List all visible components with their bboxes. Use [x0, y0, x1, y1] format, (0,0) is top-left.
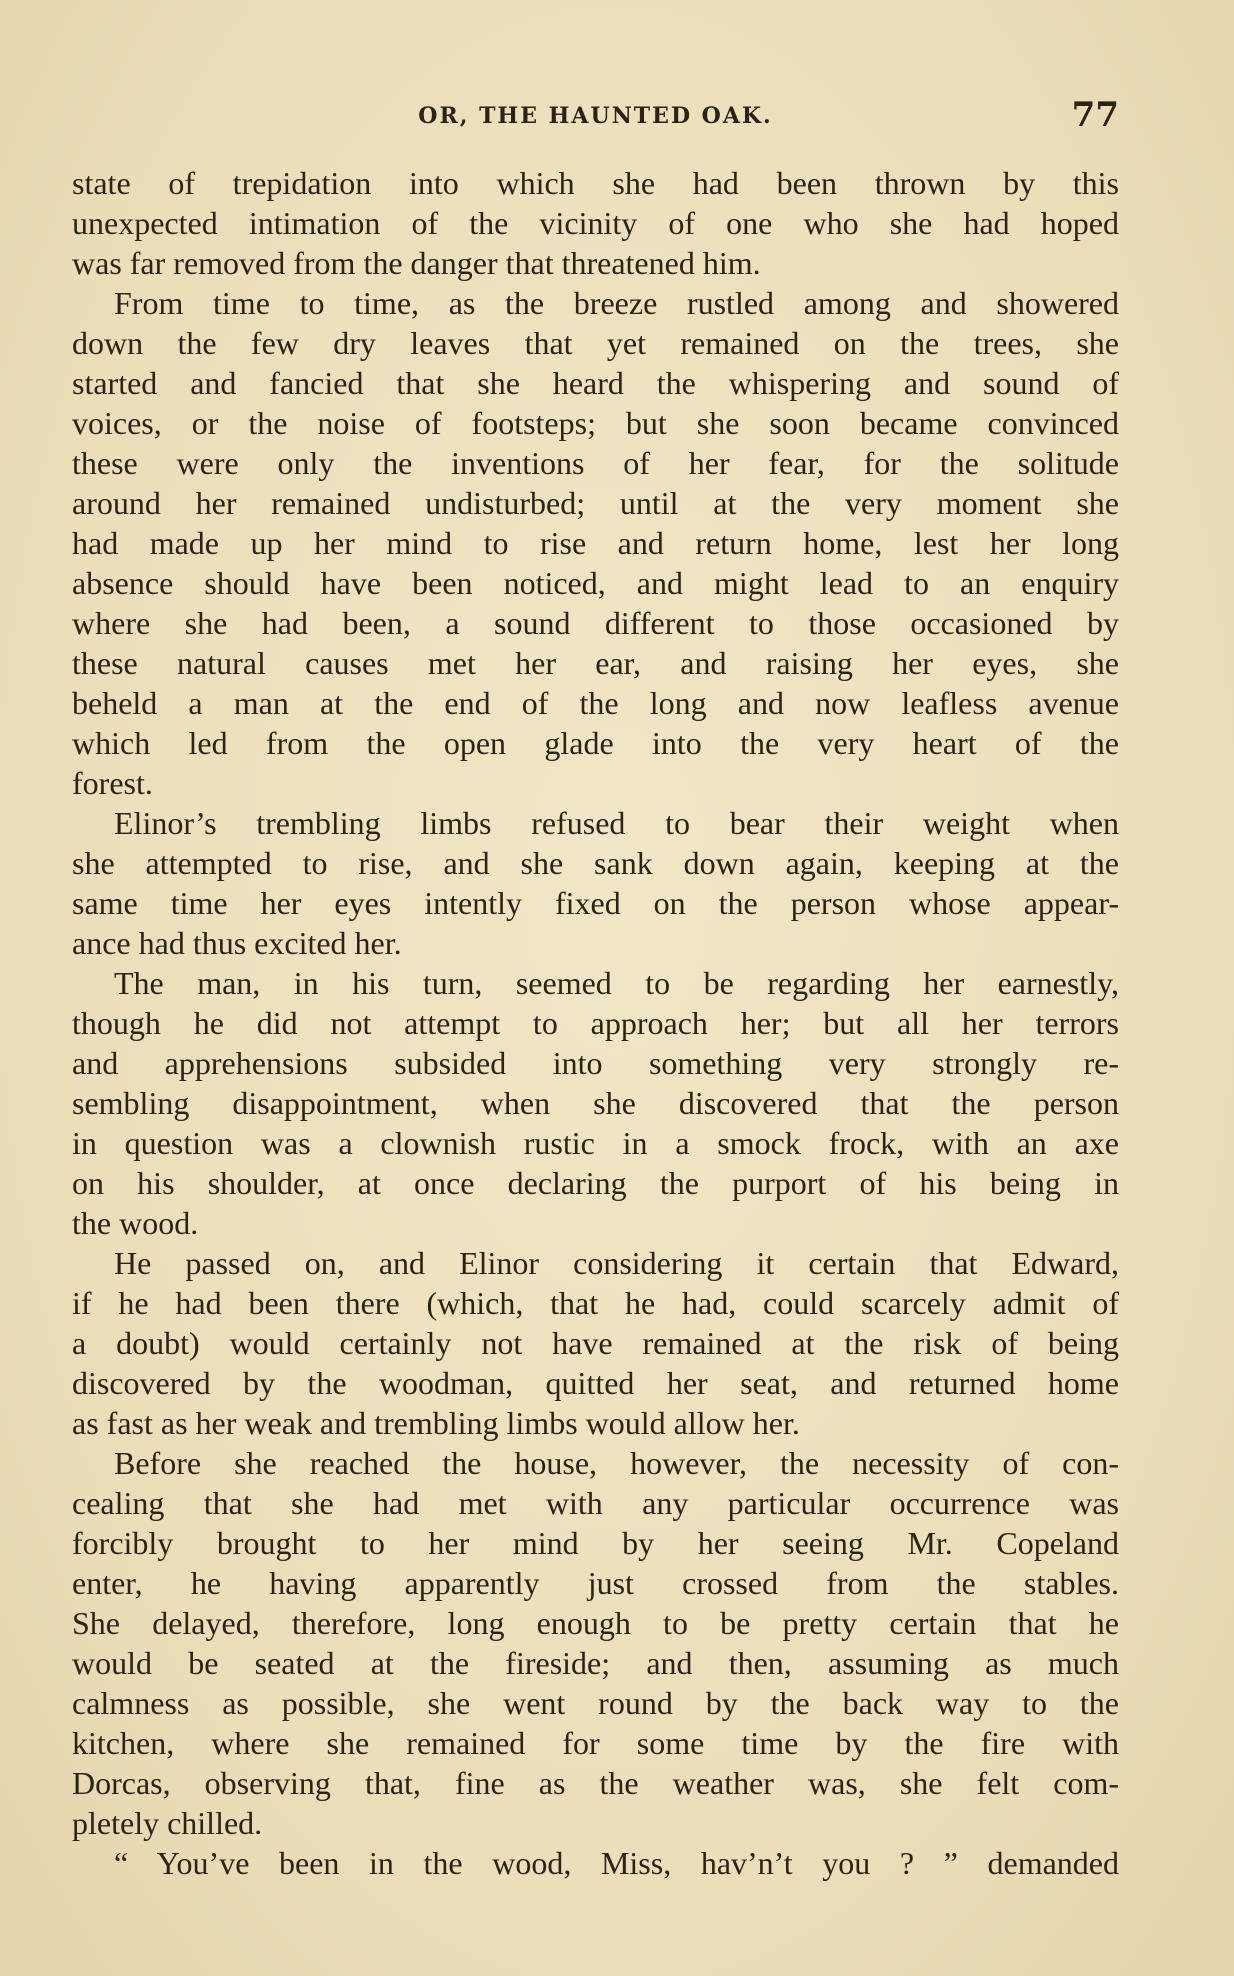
text-line: if he had been there (which, that he had, could scarcely admit of [72, 1285, 1119, 1321]
text-line: “ You’ve been in the wood, Miss, hav’n’t you ? ” demanded [114, 1845, 1119, 1881]
text-line: state of trepidation into which she had been thrown by this [72, 165, 1119, 201]
text-line: ance had thus excited her. [72, 925, 402, 961]
text-line: though he did not attempt to approach her; but all her terrors [72, 1005, 1119, 1041]
text-line: Elinor’s trembling limbs refused to bear their weight when [114, 805, 1119, 841]
text-line: in question was a clownish rustic in a smock frock, with an axe [72, 1125, 1119, 1161]
text-line: unexpected intimation of the vicinity of one who she had hoped [72, 205, 1119, 241]
text-line: which led from the open glade into the very heart of the [72, 725, 1119, 761]
text-line: around her remained undisturbed; until at the very moment she [72, 485, 1119, 521]
running-title: OR, THE HAUNTED OAK. [418, 103, 773, 129]
text-line: forcibly brought to her mind by her seeing Mr. Copeland [72, 1525, 1119, 1561]
text-line: She delayed, therefore, long enough to be pretty certain that he [72, 1605, 1119, 1641]
text-line: absence should have been noticed, and might lead to an enquiry [72, 565, 1119, 601]
text-line: and apprehensions subsided into something very strongly re- [72, 1045, 1119, 1081]
text-line: was far removed from the danger that threatened him. [72, 245, 761, 281]
text-line: she attempted to rise, and she sank down again, keeping at the [72, 845, 1119, 881]
text-line: From time to time, as the breeze rustled among and showered [114, 285, 1119, 321]
text-line: sembling disappointment, when she discovered that the person [72, 1085, 1119, 1121]
text-line: The man, in his turn, seemed to be regarding her earnestly, [114, 965, 1119, 1001]
text-line: where she had been, a sound different to those occasioned by [72, 605, 1119, 641]
text-line: voices, or the noise of footsteps; but she soon became convinced [72, 405, 1119, 441]
text-line: started and fancied that she heard the whispering and sound of [72, 365, 1119, 401]
text-line: cealing that she had met with any particular occurrence was [72, 1485, 1119, 1521]
text-line: these natural causes met her ear, and raising her eyes, she [72, 645, 1119, 681]
text-line: beheld a man at the end of the long and now leafless avenue [72, 685, 1119, 721]
text-line: as fast as her weak and trembling limbs would allow her. [72, 1405, 800, 1441]
text-line: had made up her mind to rise and return home, lest her long [72, 525, 1119, 561]
text-line: Before she reached the house, however, the necessity of con- [114, 1445, 1119, 1481]
body-text [72, 163, 1119, 1883]
page-number: 77 [1071, 95, 1119, 135]
text-line: pletely chilled. [72, 1805, 263, 1841]
text-line: calmness as possible, she went round by the back way to the [72, 1685, 1119, 1721]
text-line: same time her eyes intently fixed on the person whose appear- [72, 885, 1119, 921]
running-head [72, 95, 1119, 145]
text-line: the wood. [72, 1205, 199, 1241]
text-line: a doubt) would certainly not have remained at the risk of being [72, 1325, 1119, 1361]
text-line: these were only the inventions of her fear, for the solitude [72, 445, 1119, 481]
text-line: kitchen, where she remained for some time by the fire with [72, 1725, 1119, 1761]
text-line: forest. [72, 765, 153, 801]
text-line: discovered by the woodman, quitted her seat, and returned home [72, 1365, 1119, 1401]
text-line: enter, he having apparently just crossed from the stables. [72, 1565, 1119, 1601]
text-line: would be seated at the fireside; and then, assuming as much [72, 1645, 1119, 1681]
text-line: on his shoulder, at once declaring the purport of his being in [72, 1165, 1119, 1201]
text-line: He passed on, and Elinor considering it certain that Edward, [114, 1245, 1119, 1281]
text-line: down the few dry leaves that yet remained on the trees, she [72, 325, 1119, 361]
text-line: Dorcas, observing that, fine as the weather was, she felt com- [72, 1765, 1119, 1801]
